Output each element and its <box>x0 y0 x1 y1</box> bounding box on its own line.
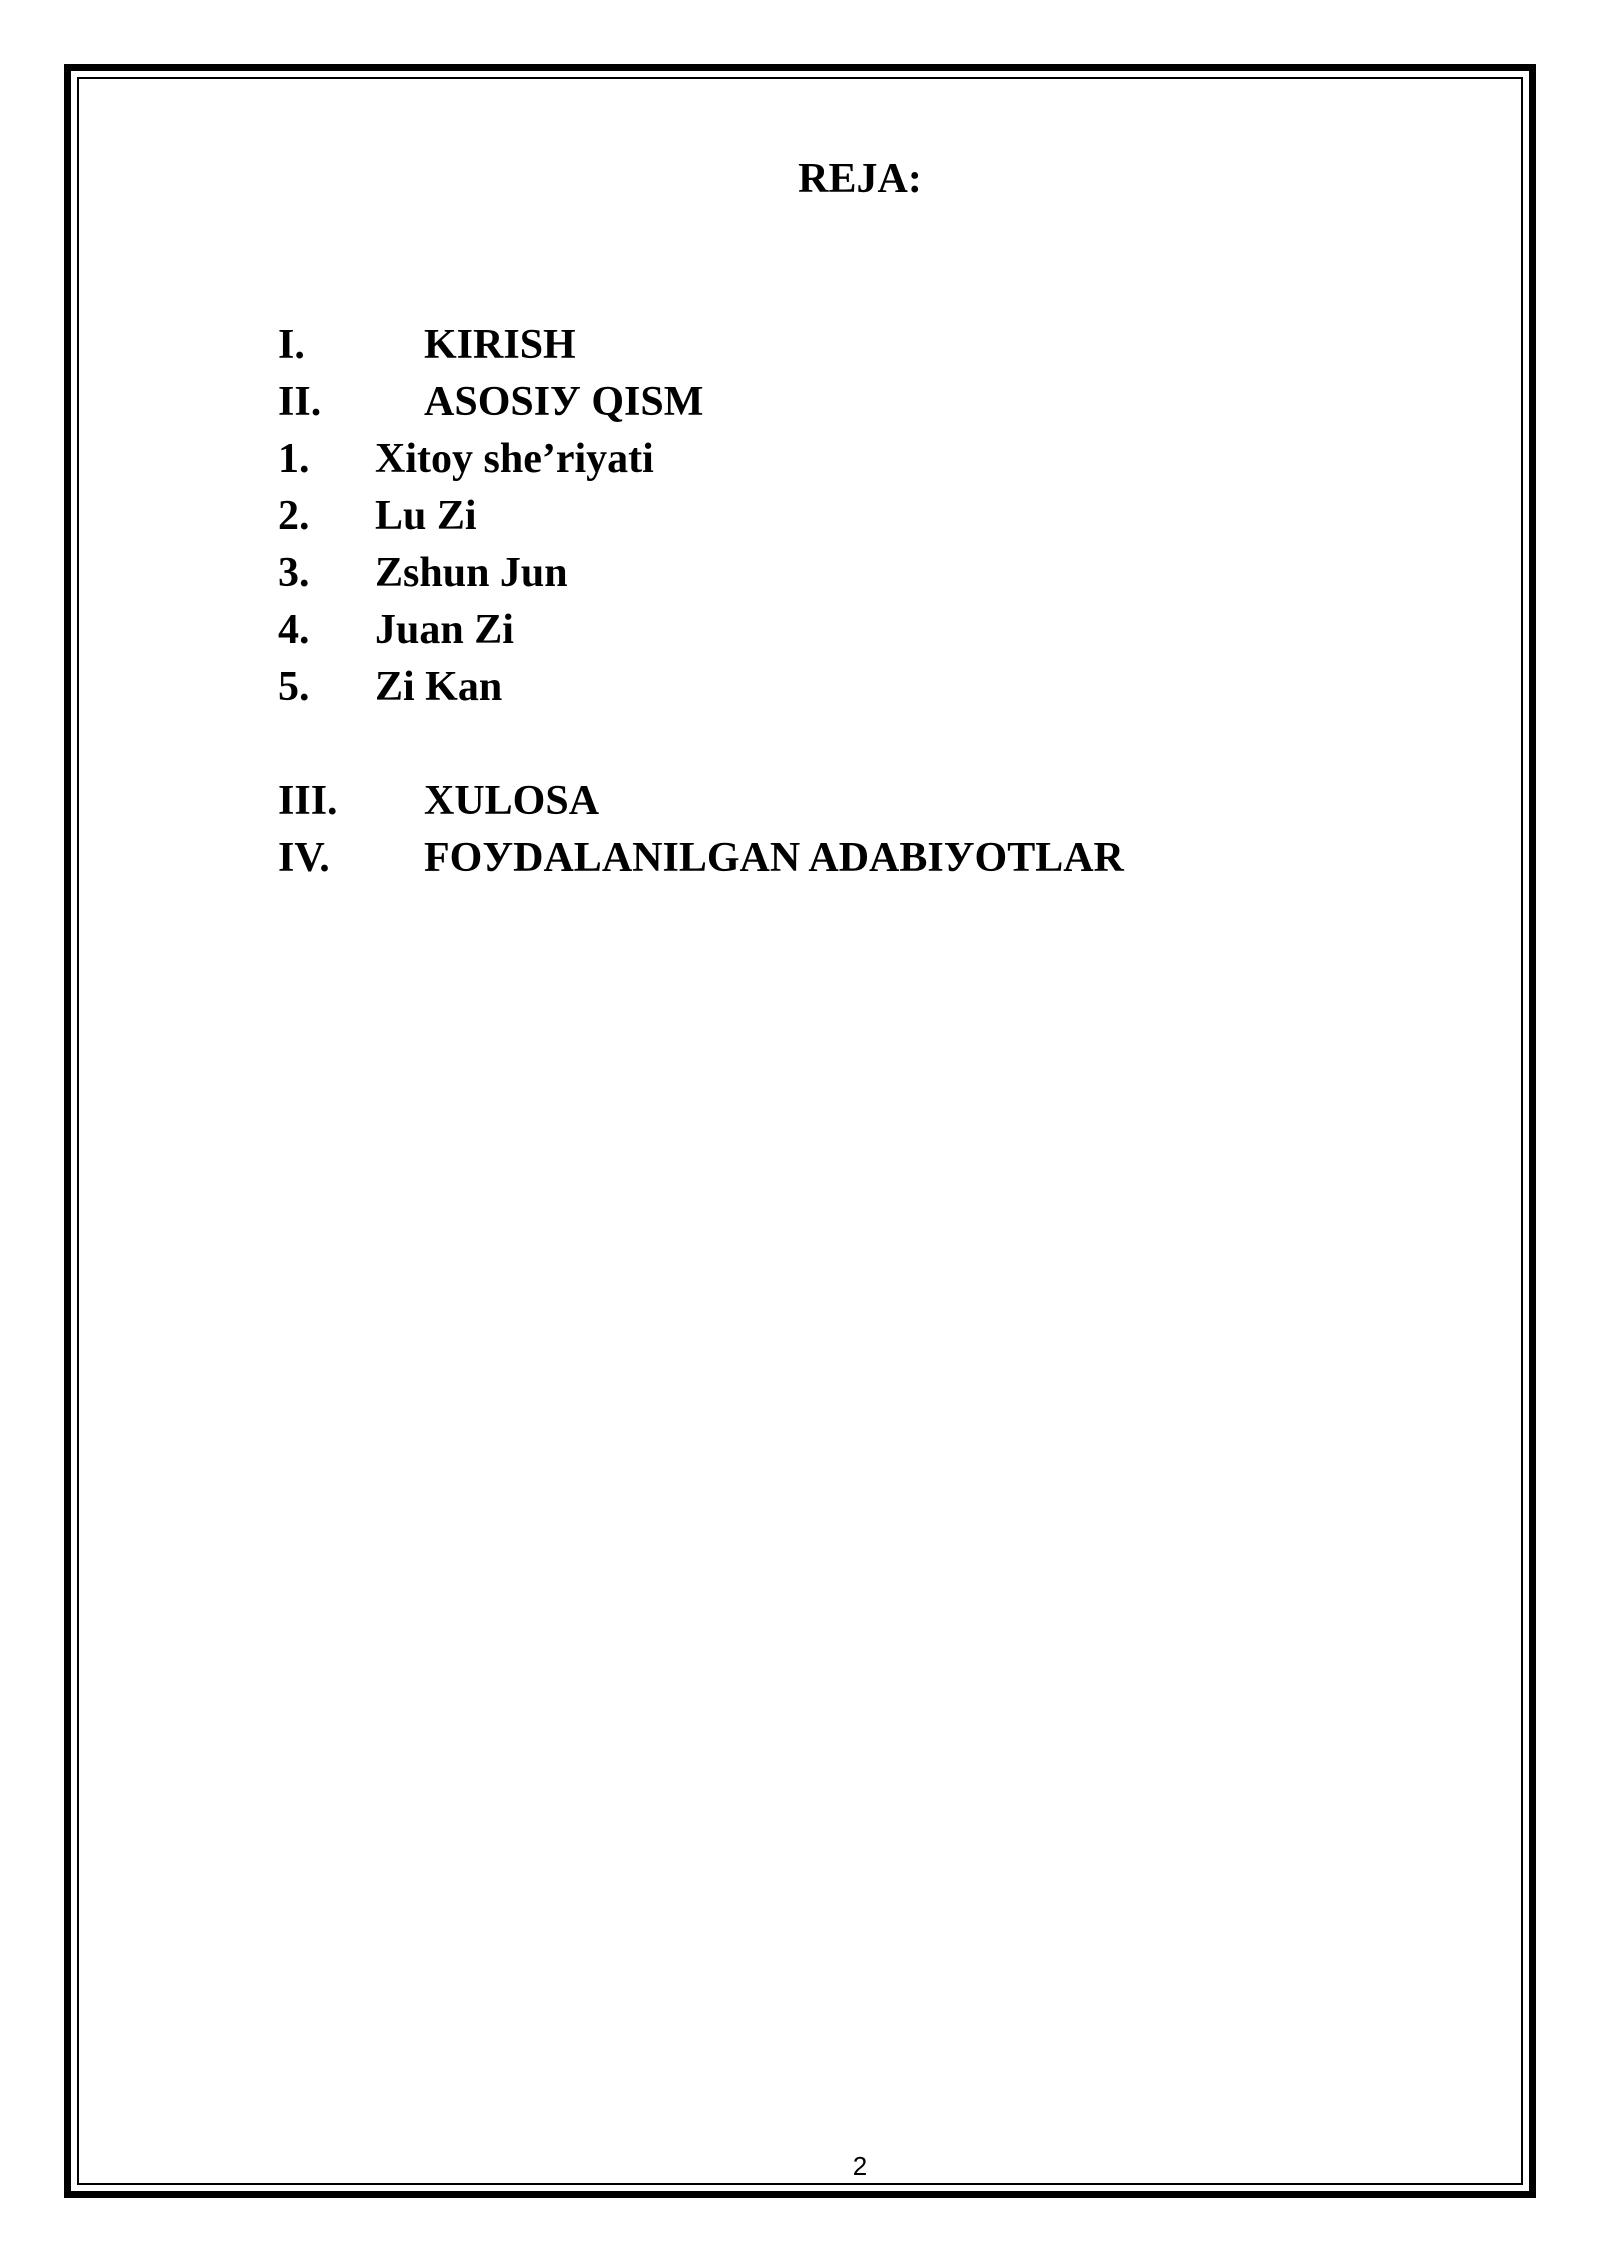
plan-subitem-label: Xitoy she’riyati <box>375 436 654 482</box>
plan-subitem-label: Juan Zi <box>375 607 514 653</box>
plan-subitem-label: Lu Zi <box>375 493 477 539</box>
plan-item-label: XULOSA <box>424 778 600 824</box>
plan-subitem-marker: 1. <box>278 436 310 482</box>
plan-subitem-marker: 5. <box>278 664 310 710</box>
plan-subitem-label: Zshun Jun <box>375 550 568 596</box>
plan-item-marker: I. <box>278 322 305 368</box>
plan-subitem-label: Zi Kan <box>375 664 503 710</box>
plan-item-label: KIRISH <box>424 322 576 368</box>
plan-subitem-marker: 3. <box>278 550 310 596</box>
plan-item-label: ASOSIУ QISM <box>424 379 704 425</box>
page-title: REJA: <box>798 156 922 202</box>
plan-item-marker: IV. <box>278 835 330 881</box>
plan-item-label: FOУDALANILGAN ADABIУOTLAR <box>424 835 1124 881</box>
plan-subitem-marker: 2. <box>278 493 310 539</box>
page-number: 2 <box>852 2151 868 2181</box>
plan-item-marker: II. <box>278 379 322 425</box>
plan-subitem-marker: 4. <box>278 607 310 653</box>
plan-item-marker: III. <box>278 778 338 824</box>
